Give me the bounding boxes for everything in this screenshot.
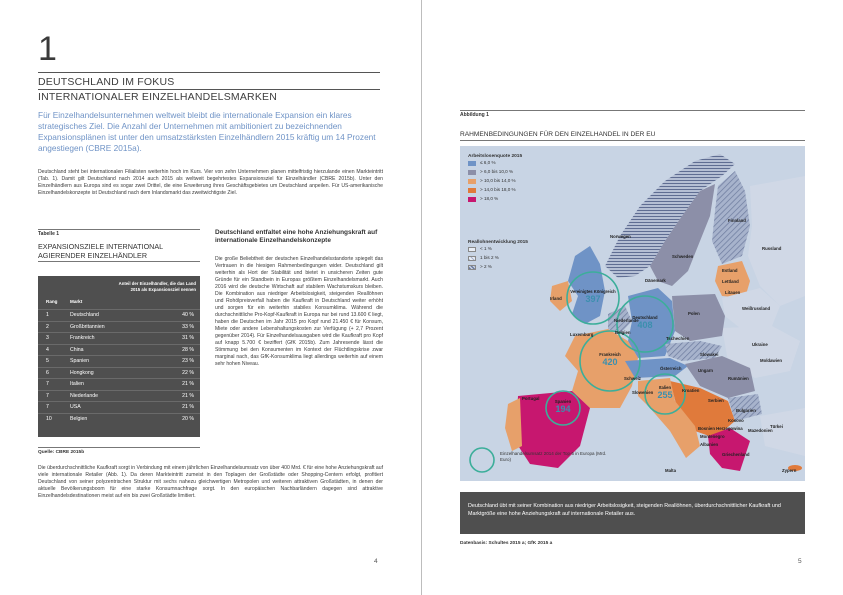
table-cell-market: Spanien [70, 358, 90, 364]
table-cell-rank: 5 [46, 358, 49, 364]
legend-unemployment-item [468, 177, 522, 186]
table-title-line1: EXPANSIONSZIELE INTERNATIONAL [38, 242, 164, 251]
region-russia [748, 176, 805, 306]
figure-title: RAHMENBEDINGUNGEN FÜR DEN EINZELHANDEL IN DER EU [460, 131, 805, 141]
legend-label: ≤ 6,0 % [480, 160, 496, 165]
legend-wages-item [468, 245, 528, 254]
table-cell-rank: 3 [46, 335, 49, 341]
table-cell-market: Italien [70, 381, 84, 387]
legend-label: < 1 % [480, 246, 492, 251]
table-share-header: Anteil der Einzelhändler, die das Land 2015 als Expansionsziel nennen [118, 281, 196, 292]
legend-wages-items [468, 245, 528, 272]
table-cell-market: Niederlande [70, 392, 98, 399]
europe-map [460, 146, 805, 481]
country-label: Kosovo [728, 418, 744, 423]
country-label: Österreich [660, 366, 682, 371]
country-label: Türkei [770, 424, 783, 429]
column-header-rank: Rang [46, 299, 58, 304]
table-cell-market: Frankreich [70, 335, 95, 341]
country-label: Rumänien [728, 376, 749, 381]
legend-swatch [468, 179, 476, 184]
table-source: Quelle: CBRE 2015b [38, 447, 200, 455]
bubble-label [580, 352, 640, 367]
legend-label: 1 bis 2 % [480, 255, 499, 260]
bubble-value: 420 [602, 357, 618, 367]
country-label: Tschechien [666, 336, 690, 341]
country-label: Slowakei [700, 352, 719, 357]
country-label: Litauen [725, 290, 741, 295]
table-row [38, 390, 200, 402]
country-label: Norwegen [610, 234, 631, 239]
legend-unemployment-items [468, 159, 522, 204]
table-cell-share: 22 % [182, 369, 194, 376]
table-cell-rank: 6 [46, 369, 49, 376]
table-row [38, 378, 200, 390]
summary-box: Deutschland übt mit seiner Kombination aus niedriger Arbeitslosigkeit, steigenden Reallöhnen, überdurchschnittlicher Kaufkraft und Marktgröße eine hohe Anziehungskraft auf internationale Retailer aus. [460, 492, 805, 534]
table-row [38, 309, 200, 321]
chapter-title [38, 72, 380, 103]
legend-swatch [468, 247, 476, 252]
table-cell-rank: 2 [46, 323, 49, 330]
legend-swatch [468, 256, 476, 261]
legend-label: > 14,0 bis 18,0 % [480, 187, 516, 192]
country-label: Finnland [728, 218, 746, 223]
table-cell-share: 31 % [182, 335, 194, 341]
country-label: Albanien [700, 442, 719, 447]
table-cell-share: 23 % [182, 358, 194, 364]
table-rows [38, 309, 200, 424]
country-label: Irland [550, 296, 562, 301]
table-cell-market: Hongkong [70, 369, 94, 376]
country-label: Bulgarien [736, 408, 756, 413]
table-cell-market: Großbritannien [70, 323, 105, 330]
country-label: Russland [762, 246, 782, 251]
country-label: Slowenien [632, 390, 654, 395]
table-row [38, 344, 200, 356]
region-uk [568, 246, 605, 324]
legend-label: > 18,0 % [480, 196, 499, 201]
bubble-country: Spanien [554, 399, 572, 404]
circle-legend-text: Einzelhandelsumsatz 2014 der Top-5 in Europa (Mrd. Euro) [500, 451, 607, 462]
table-cell-rank: 7 [46, 381, 49, 387]
circle-legend [500, 451, 610, 463]
bubble-value: 408 [637, 320, 653, 330]
table-cell-rank: 7 [46, 404, 49, 410]
table-cell-rank: 10 [46, 415, 52, 422]
table-cell-share: 21 % [182, 381, 194, 387]
table-cell-rank: 7 [46, 392, 49, 399]
lead-paragraph: Für Einzelhandelsunternehmen weltweit bleibt die internationale Expansion ein klares strategisches Ziel. Die Anzahl der Unternehmen mit ambitioniert zu bezeichnenden Expansionsplänen ist unter den umsatzstärksten Einzelhändlern 2015 kräftig um 14 Prozent angestiegen (CBRE 2015a). [38, 110, 376, 153]
country-label: Moldawien [760, 358, 782, 363]
country-label: Ukraine [752, 342, 768, 347]
table-cell-rank: 4 [46, 346, 49, 353]
bubble-label [563, 289, 623, 304]
table-cell-share: 40 % [182, 312, 194, 318]
country-label: Montenegro [700, 434, 725, 439]
legend-unemployment-title: Arbeitslosenquote 2015 [468, 154, 523, 159]
country-label: Lettland [722, 279, 739, 284]
country-label: Serbien [708, 398, 724, 403]
table-row [38, 332, 200, 344]
legend-wages-item [468, 263, 528, 272]
column-heading: Deutschland entfaltet eine hohe Anziehungskraft auf internationale Einzelhandelskonzepte [215, 229, 378, 244]
column-paragraph: Die große Beliebtheit der deutschen Einzelhandelsstandorte spiegelt das Vertrauen in die hiesigen Rahmenbedingungen wider. Deutschland gilt weiterhin als Hort der Stabilität und bietet in unsicheren Zeiten gute Gründe für ein Standbein in Europas größtem Einzelhandelsmarkt. Auch 2016 wird die deutsche Wirtschaft auf stabilem Wachstumskurs bleiben. Die Kombination aus niedriger Arbeitslosigkeit, steigenden Reallöhnen und Rohölpreisverfall haben die Kaufkraft in Deutschland weiter erhöht und sorgen für ein weiterhin stabiles Konsumklima. Während die durchschnittliche Pro-Kopf-Kaufkraft in Europa nur bei rund 13.600 € liegt, haben die Deutschen im Jahr 2015 pro Kopf rund 21.450 € für Konsum, Miete oder andere Lebenshaltungskosten zur Verfügung (+ 2,7 Prozent gegenüber 2014). Für Einzelhandelsausgaben wird die Kaufkraft pro Kopf auf knapp 5.700 € beziffert (GfK 2015b). Zum Jahresende lässt die Stimmung bei den Konsumenten im Kontext der Flüchtlingskrise zwar marginal nach, das GfK-Konsumklima liegt allerdings weiterhin auf einem sehr hohen Niveau. [215, 256, 383, 367]
legend-swatch [468, 265, 476, 270]
country-label: Mazedonien [748, 428, 773, 433]
country-label: Polen [688, 311, 700, 316]
table-cell-share: 20 % [182, 415, 194, 422]
table-cell-market: China [70, 346, 84, 353]
country-label: Griechenland [722, 452, 750, 457]
table-row [38, 413, 200, 425]
bubble-legend-circle [470, 448, 494, 472]
country-label: Estland [722, 268, 738, 273]
country-label: Weißrussland [742, 306, 771, 311]
legend-swatch [468, 188, 476, 193]
bubble-label [533, 399, 593, 414]
page-number-right: 5 [798, 558, 802, 565]
bubble-country: Deutschland [632, 315, 658, 320]
data-source: Datenbasis: Schultes 2015 a; GfK 2015 a [460, 541, 553, 546]
bubble-value: 255 [657, 390, 673, 400]
legend-wages-title: Reallohnentwicklung 2015 [468, 240, 528, 245]
legend-label: > 2 % [480, 264, 492, 269]
table-cell-market: USA [70, 404, 81, 410]
legend-unemployment-item [468, 159, 522, 168]
bubble-value: 194 [555, 404, 571, 414]
table-cell-share: 21 % [182, 392, 194, 399]
legend-swatch [468, 161, 476, 166]
table-cell-market: Deutschland [70, 312, 99, 318]
table-row [38, 401, 200, 413]
bottom-paragraph: Die überdurchschnittliche Kaufkraft sorgt in Verbindung mit einem jährlichen Einzelhandelsumsatz von über 400 Mrd. € für eine hohe Anziehungskraft auf viele internationale Retailer (Abb. 1). Da deren Markteintritt zumeist in den Toplagen der Großstädte oder Shopping-Centern erfolgt, profitiert Deutschland von seiner polyzentrischen Struktur mit sechs nahezu gleichwertigen Metropolen und weiteren attraktiven Großstädten, in denen der aktuelle Bevölkerungsboom für eine starke Konsumnachfrage sorgt. In den europäischen Nachbarländern dagegen sind attraktive Einzelhandelsdestinationen meist auf ein bis zwei Großstädte limitiert. [38, 465, 383, 499]
region-portugal [505, 398, 522, 451]
country-label: Schweden [672, 254, 694, 259]
legend-label: > 6,0 bis 10,0 % [480, 169, 514, 174]
page-left [0, 0, 421, 595]
intro-paragraph: Deutschland steht bei internationalen Filialisten weiterhin hoch im Kurs. Vier von zehn Unternehmen planen mittelfristig hierzulande einen Markteintritt (Tab. 1). Damit gilt Deutschland nach 2014 auch 2015 als weltweit begehrtestes Expansionsziel für Einzelhändler (CBRE 2015b). Unter den Einzelhändlern aus Europa sind es sogar zwei Drittel, die eine Erweiterung ihres Geschäftsgebietes um Deutschland anpeilen. Für US-amerikanische Einzelhandelskonzepte ist Deutschland nach dem Inlandsmarkt das zweitwichtigste Ziel. [38, 169, 383, 196]
bubble-country: Italien [658, 385, 672, 390]
region-poland [672, 294, 725, 341]
expansion-table [38, 276, 200, 437]
bubble-value: 397 [585, 294, 601, 304]
figure-label: Abbildung 1 [460, 110, 805, 118]
page-right [422, 0, 843, 595]
table-cell-share: 33 % [182, 323, 194, 330]
chapter-title-line2: INTERNATIONALER EINZELHANDELSMARKEN [38, 89, 380, 103]
table-cell-market: Belgien [70, 415, 88, 422]
table-row [38, 321, 200, 333]
legend-unemployment [468, 154, 522, 204]
table-title [38, 243, 200, 262]
table-label: Tabelle 1 [38, 229, 200, 237]
table-title-line2: AGIERENDER EINZELHÄNDLER [38, 250, 148, 260]
bubble-country: Frankreich [599, 352, 621, 357]
country-label: Ungarn [698, 368, 714, 373]
table-cell-rank: 1 [46, 312, 49, 318]
legend-wages-item [468, 254, 528, 263]
legend-unemployment-item [468, 186, 522, 195]
country-label: Bosnien Herzegowina [698, 426, 743, 431]
country-label: Belgien [615, 330, 631, 335]
country-label: Dänemark [645, 278, 666, 283]
country-label: Niederlande [614, 318, 639, 323]
table-cell-share: 21 % [182, 404, 194, 410]
country-label: Luxemburg [570, 332, 594, 337]
legend-label: > 10,0 bis 14,0 % [480, 178, 516, 183]
table-row [38, 355, 200, 367]
legend-swatch [468, 170, 476, 175]
bubble-country: Vereinigtes Königreich [570, 289, 616, 294]
country-label: Malta [665, 468, 676, 473]
legend-swatch [468, 197, 476, 202]
table-row [38, 367, 200, 379]
chapter-title-line1: DEUTSCHLAND IM FOKUS [38, 76, 175, 88]
country-label: Kroatien [682, 388, 700, 393]
column-header-market: Markt [70, 299, 83, 304]
page-number-left: 4 [374, 558, 378, 565]
country-label: Zypern [782, 468, 797, 473]
country-label: Schweiz [624, 376, 641, 381]
country-label: Portugal [522, 396, 540, 401]
legend-unemployment-item [468, 195, 522, 204]
chapter-number: 1 [38, 30, 57, 68]
legend-wages [468, 240, 528, 272]
legend-unemployment-item [468, 168, 522, 177]
table-cell-share: 28 % [182, 346, 194, 353]
